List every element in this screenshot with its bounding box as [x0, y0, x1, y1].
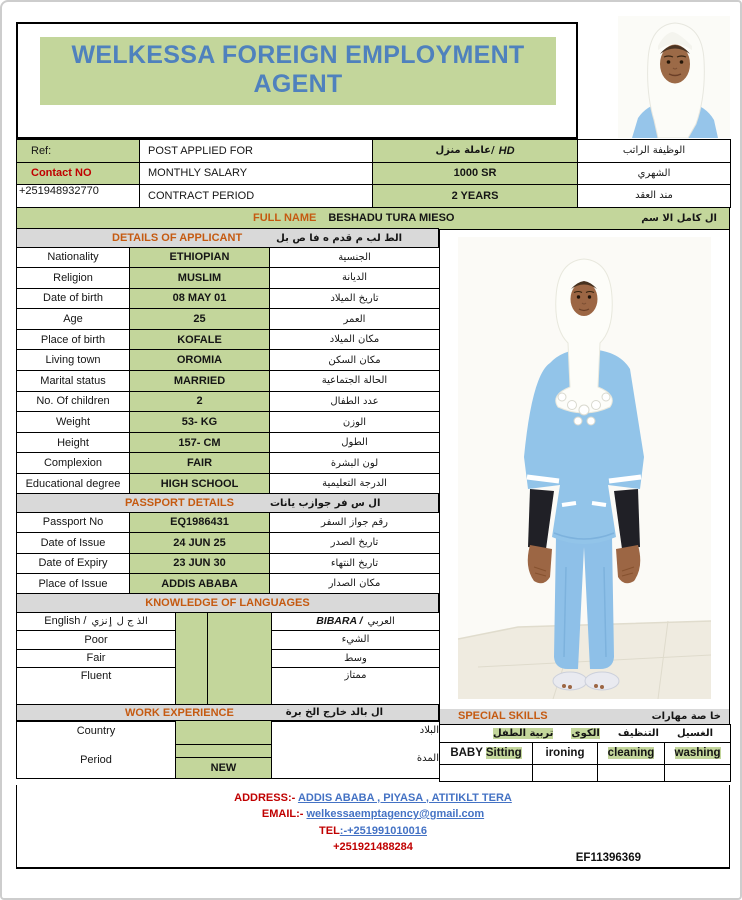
language-check-cell [176, 668, 208, 705]
skill-arabic-cleaning: التنظيف [617, 727, 659, 739]
agency-title-box [16, 22, 578, 139]
table-row [17, 721, 440, 744]
arabic-label-cell [272, 612, 440, 631]
contract-value-cell: 2 YEARS [373, 185, 578, 208]
passport-header-text: PASSPORT DETAILS [125, 497, 234, 510]
contract-arabic-label-cell: مند العقد [578, 185, 731, 208]
row-value: 2 [130, 391, 270, 412]
email-link[interactable]: welkessaemptagency@gmail.com [306, 808, 485, 820]
row-label: Passport No [17, 512, 130, 533]
skill-arabic-babysitting: تربية الطفل [493, 727, 554, 739]
languages-table [16, 612, 440, 706]
work-arabic-cell [272, 721, 440, 779]
row-label: Date of birth [17, 288, 130, 309]
row-value: MUSLIM [130, 268, 270, 289]
row-value: 08 MAY 01 [130, 288, 270, 309]
row-arabic: رقم جواز السفر [270, 512, 440, 533]
table-row [440, 724, 731, 742]
document-header [16, 16, 730, 139]
details-header-arabic: الط لب م قدم ه فا ص بل [276, 232, 403, 244]
tel-primary-link[interactable]: :-+251991010016 [339, 824, 427, 837]
row-value: ADDIS ABABA [130, 574, 270, 595]
passport-section-header [16, 493, 439, 513]
table-row [17, 371, 440, 392]
skills-header-arabic: خا صة مهارات [651, 710, 721, 722]
skills-header-text: SPECIAL SKILLS [458, 710, 548, 722]
skill-washing: washing [674, 747, 721, 759]
level-arabic: ممتاز [272, 668, 440, 705]
skill-cleaning-cell [598, 742, 665, 764]
row-arabic: العمر [270, 309, 440, 330]
post-info-table [16, 139, 731, 208]
work-experience-table [16, 720, 440, 779]
row-label: Marital status [17, 371, 130, 392]
photo-area [439, 230, 730, 709]
row-value: OROMIA [130, 350, 270, 371]
row-label: Date of Expiry [17, 553, 130, 574]
languages-section-header [16, 593, 439, 613]
main-columns [16, 230, 730, 786]
skill-arabic-ironing: الكوى [571, 727, 600, 739]
skill-cleaning: cleaning [607, 747, 655, 759]
row-arabic: تاريخ الميلاد [270, 288, 440, 309]
level-arabic: وسط [272, 649, 440, 668]
language-check-cell [208, 612, 272, 631]
table-row [17, 631, 440, 650]
contact-no-label-cell: Contact NO [17, 162, 140, 185]
work-section-header [16, 704, 439, 722]
row-value: 24 JUN 25 [130, 533, 270, 554]
table-row [17, 162, 731, 185]
row-value: 23 JUN 30 [130, 553, 270, 574]
address-label: ADDRESS:- [234, 791, 296, 804]
row-arabic: تاريخ النتهاء [270, 553, 440, 574]
languages-header-text: KNOWLEDGE OF LANGUAGES [145, 597, 310, 610]
details-section-header [16, 228, 439, 248]
table-row [17, 140, 731, 163]
full-name-value: BESHADU TURA MIESO [328, 212, 455, 224]
passport-table [16, 512, 440, 595]
english-label-cell [17, 612, 176, 631]
row-label: Religion [17, 268, 130, 289]
row-value: 25 [130, 309, 270, 330]
table-row [17, 474, 440, 495]
applicant-full-photo [458, 237, 711, 704]
row-label: Weight [17, 412, 130, 433]
level-arabic: الشيء [272, 631, 440, 650]
table-row [440, 742, 731, 764]
period-arabic: المدة [416, 753, 439, 765]
table-row [17, 412, 440, 433]
monthly-salary-label-cell: MONTHLY SALARY [140, 162, 373, 185]
period-spacer-cell [176, 744, 272, 757]
empty-cell [598, 764, 665, 781]
table-row [17, 185, 731, 208]
address-link[interactable]: ADDIS ABABA , PIYASA , ATITIKLT TERA [297, 791, 512, 804]
post-arabic-label-cell: الوظيفة الراتب [578, 140, 731, 163]
row-arabic: الحالة الجتماعية [270, 371, 440, 392]
table-row [17, 533, 440, 554]
full-name-band [16, 208, 730, 230]
country-label: Country [76, 725, 116, 738]
tel-secondary: +251921488284 [333, 841, 413, 853]
row-arabic: الطول [270, 432, 440, 453]
period-value-cell: NEW [176, 757, 272, 778]
post-value-arabic: عاملة منزل/ [435, 145, 495, 157]
row-value: EQ1986431 [130, 512, 270, 533]
row-value: 53- KG [130, 412, 270, 433]
country-arabic: البلاد [419, 725, 439, 737]
table-row [17, 512, 440, 533]
row-arabic: الجنسية [270, 247, 440, 268]
skills-arabic-row [440, 724, 731, 742]
table-row [17, 391, 440, 412]
skill-babysitting: Sitting [485, 747, 522, 759]
table-row [17, 288, 440, 309]
row-arabic: عدد الطفال [270, 391, 440, 412]
row-arabic: لون البشرة [270, 453, 440, 474]
row-value: ETHIOPIAN [130, 247, 270, 268]
language-check-cell [208, 631, 272, 650]
table-row [17, 329, 440, 350]
row-value: HIGH SCHOOL [130, 474, 270, 495]
row-arabic: تاريخ الصدر [270, 533, 440, 554]
address-line [17, 790, 729, 807]
skills-section-header [439, 707, 730, 725]
bibara-label: BIBARA / [316, 615, 363, 628]
reference-code: EF11396369 [575, 851, 641, 864]
row-arabic: الوزن [270, 412, 440, 433]
row-arabic: الديانة [270, 268, 440, 289]
language-check-cell [176, 631, 208, 650]
skill-prefix: BABY [450, 747, 486, 759]
agency-footer [16, 785, 730, 869]
post-applied-value-cell [373, 140, 578, 163]
row-label: Educational degree [17, 474, 130, 495]
table-row [17, 612, 440, 631]
empty-cell [533, 764, 598, 781]
table-row [17, 553, 440, 574]
table-row [17, 309, 440, 330]
level-label: Fair [17, 649, 176, 668]
table-row [440, 764, 731, 781]
contract-period-label-cell: CONTRACT PERIOD [140, 185, 373, 208]
skill-babysitting-cell [440, 742, 533, 764]
row-value: MARRIED [130, 371, 270, 392]
table-row [17, 350, 440, 371]
right-column [439, 230, 730, 782]
row-value: 157- CM [130, 432, 270, 453]
applicant-id-photo [618, 16, 730, 138]
row-arabic: الدرجة التعليمية [270, 474, 440, 495]
row-arabic: مكان الصدار [270, 574, 440, 595]
row-value: KOFALE [130, 329, 270, 350]
page-title: WELKESSA FOREIGN EMPLOYMENT AGENT [40, 37, 556, 105]
table-row [17, 247, 440, 268]
table-row [17, 574, 440, 595]
salary-value-cell: 1000 SR [373, 162, 578, 185]
empty-cell [665, 764, 731, 781]
tel-line [17, 823, 729, 840]
ref-label-cell: Ref: [17, 140, 140, 163]
work-header-arabic: ال بالد خارج الخ برة [285, 707, 384, 719]
email-label: EMAIL:- [261, 808, 304, 820]
special-skills-table [439, 724, 731, 782]
row-label: Age [17, 309, 130, 330]
row-label: Height [17, 432, 130, 453]
left-column [16, 230, 439, 780]
table-row [17, 668, 440, 705]
email-line [17, 806, 729, 823]
document-content [16, 16, 730, 869]
country-value-cell [176, 721, 272, 744]
table-row [17, 649, 440, 668]
post-value-hd: HD [498, 144, 515, 157]
full-name-label: FULL NAME [253, 212, 317, 224]
table-row [17, 268, 440, 289]
skill-ironing: ironing [545, 747, 585, 759]
row-label: Place of birth [17, 329, 130, 350]
details-table [16, 247, 440, 495]
row-label: Complexion [17, 453, 130, 474]
contact-phone-cell: +251948932770 [17, 185, 140, 208]
english-label: English / [44, 615, 87, 628]
work-header-text: WORK EXPERIENCE [125, 706, 234, 719]
skill-arabic-washing: الغسيل [676, 727, 713, 739]
english-label-arabic: الذ ج ل ٳنزي [91, 615, 148, 627]
details-header-text: DETAILS OF APPLICANT [112, 232, 243, 244]
language-check-cell [176, 612, 208, 631]
language-check-cell [208, 668, 272, 705]
post-applied-label-cell: POST APPLIED FOR [140, 140, 373, 163]
row-arabic: مكان الميلاد [270, 329, 440, 350]
row-label: Place of Issue [17, 574, 130, 595]
period-label: Period [80, 754, 112, 767]
level-label: Poor [17, 631, 176, 650]
skill-ironing-cell [533, 742, 598, 764]
row-label: Living town [17, 350, 130, 371]
bibara-label-arabic: العربي [367, 615, 395, 627]
row-label: No. Of children [17, 391, 130, 412]
row-label: Date of Issue [17, 533, 130, 554]
table-row [17, 432, 440, 453]
tel-label: TEL [319, 824, 340, 837]
empty-cell [440, 764, 533, 781]
row-label: Nationality [17, 247, 130, 268]
salary-arabic-label-cell: الشهري [578, 162, 731, 185]
table-row [17, 453, 440, 474]
level-label: Fluent [17, 668, 176, 705]
full-name-arabic: ال كامل الا سم [641, 212, 717, 224]
passport-header-arabic: ال س فر جوازب يانات [270, 497, 381, 509]
skill-washing-cell [665, 742, 731, 764]
row-value: FAIR [130, 453, 270, 474]
language-check-cell [176, 649, 208, 668]
language-check-cell [208, 649, 272, 668]
work-labels-cell [17, 721, 176, 779]
row-arabic: مكان السكن [270, 350, 440, 371]
